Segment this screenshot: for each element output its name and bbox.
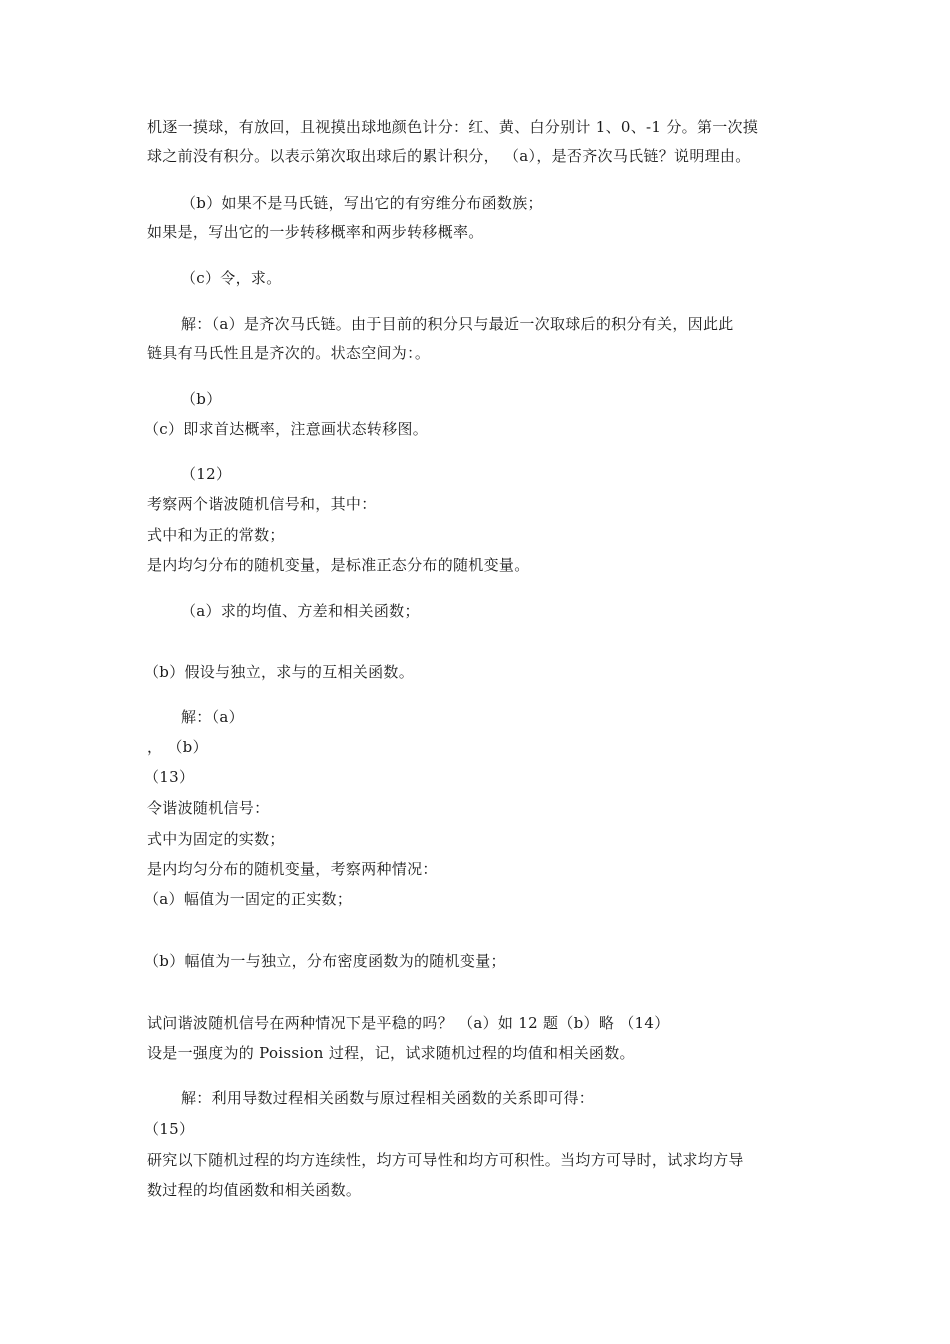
text-line: 球之前没有积分。以表示第次取出球后的累计积分， （a），是否齐次马氏链？说明理由。	[147, 147, 751, 165]
text-line: 链具有马氏性且是齐次的。状态空间为：。	[147, 344, 431, 362]
text-line: （b）假设与独立，求与的互相关函数。	[144, 663, 415, 681]
text-line: （b）如果不是马氏链，写出它的有穷维分布函数族；	[181, 194, 543, 212]
text-line: 数过程的均值函数和相关函数。	[147, 1181, 362, 1199]
text-line: 解：利用导数过程相关函数与原过程相关函数的关系即可得：	[181, 1089, 595, 1107]
text-line: （a）求的均值、方差和相关函数；	[181, 602, 420, 620]
section-number: （15）	[144, 1120, 195, 1138]
section-number: （12）	[181, 465, 232, 483]
text-line: 式中和为正的常数；	[147, 526, 285, 544]
text-line: （c）即求首达概率，注意画状态转移图。	[144, 420, 429, 438]
text-line: （b）幅值为一与独立，分布密度函数为的随机变量；	[144, 952, 506, 970]
text-line: 令谐波随机信号：	[147, 799, 270, 817]
text-line: 机逐一摸球，有放回，且视摸出球地颜色计分：红、黄、白分别计 1、0、-1 分。第一次摸	[147, 118, 759, 136]
text-line: ， （b）	[147, 738, 208, 756]
text-line: 解：（a）	[181, 708, 244, 726]
section-number: （13）	[144, 768, 195, 786]
text-line: 考察两个谐波随机信号和，其中：	[147, 495, 377, 513]
text-line: 如果是，写出它的一步转移概率和两步转移概率。	[147, 223, 484, 241]
text-line: 试问谐波随机信号在两种情况下是平稳的吗？ （a）如 12 题（b）略 （14）	[147, 1014, 670, 1032]
text-line: 式中为固定的实数；	[147, 830, 285, 848]
text-line: 解：（a）是齐次马氏链。由于目前的积分只与最近一次取球后的积分有关，因此此	[181, 315, 734, 333]
text-line: （c）令，求。	[181, 269, 282, 287]
text-line: （a）幅值为一固定的正实数；	[144, 890, 353, 908]
text-line: 研究以下随机过程的均方连续性，均方可导性和均方可积性。当均方可导时，试求均方导	[147, 1151, 744, 1169]
text-line: 是内均匀分布的随机变量，是标准正态分布的随机变量。	[147, 556, 530, 574]
text-line: （b）	[181, 390, 222, 408]
text-line: 是内均匀分布的随机变量，考察两种情况：	[147, 860, 438, 878]
text-line: 设是一强度为的 Poission 过程，记，试求随机过程的均值和相关函数。	[147, 1044, 635, 1062]
